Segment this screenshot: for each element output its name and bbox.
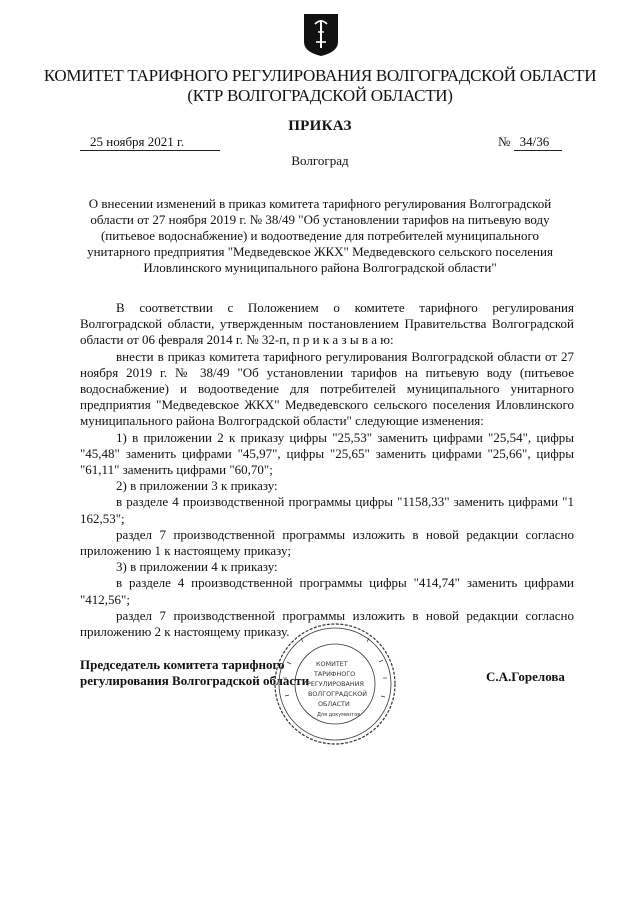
- number-value: 34/36: [514, 134, 562, 151]
- committee-short-name: (КТР ВОЛГОГРАДСКОЙ ОБЛАСТИ): [187, 86, 453, 105]
- document-city: Волгоград: [291, 153, 349, 168]
- paragraph: В соответствии с Положением о комитете тарифного регулирования Волгоградской области, утвержденным постановлением Правительства Волгоградской области от 06 февраля 2014 г. № 32-п, п р и к а з ы в а ю:: [80, 300, 574, 348]
- document-number: [498, 134, 566, 151]
- paragraph: в разделе 4 производственной программы цифры "414,74" заменить цифрами "412,56";: [80, 575, 574, 607]
- svg-text:ТАРИФНОГО: ТАРИФНОГО: [314, 670, 356, 678]
- svg-text:ВОЛГОГРАДСКОЙ: ВОЛГОГРАДСКОЙ: [308, 690, 368, 698]
- paragraph: раздел 7 производственной программы изложить в новой редакции согласно приложению 2 к настоящему приказу.: [80, 607, 574, 640]
- svg-text:КОМИТЕТ: КОМИТЕТ: [316, 660, 348, 668]
- document-body: [80, 300, 574, 640]
- svg-text:ОБЛАСТИ: ОБЛАСТИ: [318, 700, 350, 708]
- paragraph: в разделе 4 производственной программы цифры "1158,33" заменить цифрами "1 162,53";: [80, 494, 574, 526]
- signatory-position-line2: регулирования Волгоградской области: [80, 673, 310, 688]
- signatory-name: С.А.Горелова: [486, 669, 565, 684]
- paragraph: внести в приказ комитета тарифного регулирования Волгоградской области от 27 ноября 2019 г. № 38/49 "Об установлении тарифов на питьевую воду (питьевое водоснабжение) и водоотведение для потребителей муниципального унитарного предприятия "Медведевское ЖКХ" Медведевского сельского поселения Иловлинского муниципального района Волгоградской области" следующие изменения:: [80, 348, 574, 429]
- committee-name: КОМИТЕТ ТАРИФНОГО РЕГУЛИРОВАНИЯ ВОЛГОГРАДСКОЙ ОБЛАСТИ: [43, 66, 597, 85]
- paragraph: 2) в приложении 3 к приказу:: [116, 478, 278, 494]
- document-title: ПРИКАЗ: [288, 118, 352, 134]
- paragraph: раздел 7 производственной программы изложить в новой редакции согласно приложению 1 к настоящему приказу;: [80, 526, 574, 559]
- paragraph: 3) в приложении 4 к приказу:: [116, 559, 278, 575]
- official-stamp-icon: [273, 622, 397, 746]
- signatory-position-line1: Председатель комитета тарифного: [80, 657, 285, 672]
- svg-text:РЕГУЛИРОВАНИЯ: РЕГУЛИРОВАНИЯ: [307, 680, 364, 688]
- document-date: 25 ноября 2021 г.: [80, 134, 220, 151]
- svg-text:Для документов: Для документов: [317, 712, 361, 718]
- volgograd-emblem-icon: [302, 12, 340, 58]
- number-prefix: №: [498, 134, 511, 149]
- paragraph: 1) в приложении 2 к приказу цифры "25,53" заменить цифрами "25,54", цифры "45,48" заменить цифрами "45,97", цифры "25,65" заменить цифрами "25,66", цифры "61,11" заменить цифрами "60,70";: [80, 429, 574, 478]
- document-subject: О внесении изменений в приказ комитета тарифного регулирования Волгоградской области от 27 ноября 2019 г. № 38/49 "Об установлении тарифов на питьевую воду (питьевое водоснабжение) и водоотведение для потребителей муниципального унитарного предприятия "Медведевское ЖКХ" Медведевского сельского поселения Иловлинского муниципального района Волгоградской области": [87, 196, 553, 275]
